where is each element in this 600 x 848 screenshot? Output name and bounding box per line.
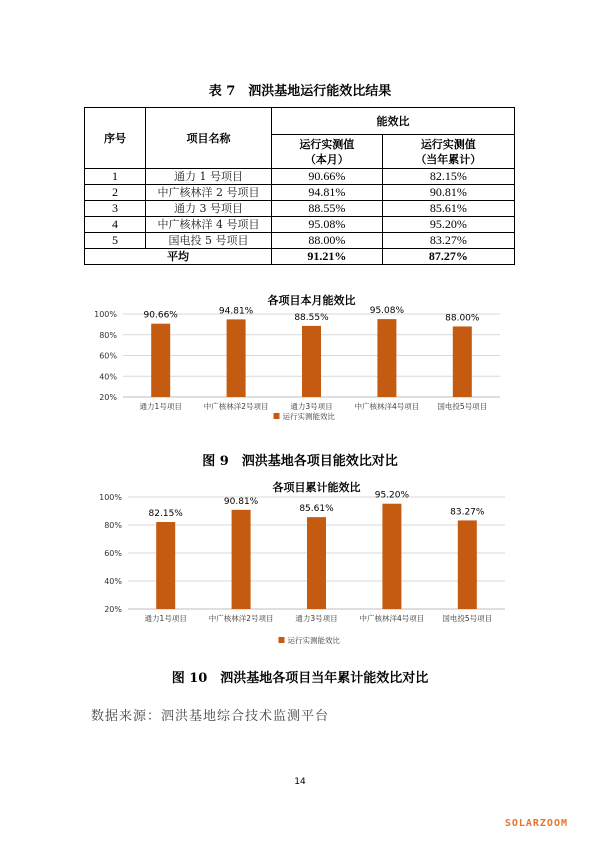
header-monthly bbox=[272, 135, 383, 169]
table-row bbox=[85, 169, 515, 185]
cell-annual: 82.15% bbox=[382, 169, 514, 185]
cell-monthly: 88.55% bbox=[272, 201, 383, 217]
bar bbox=[302, 326, 321, 397]
bar bbox=[453, 326, 472, 397]
header-project-name: 项目名称 bbox=[146, 108, 272, 169]
cell-project-name: 国电投 5 号项目 bbox=[146, 233, 272, 249]
bar bbox=[232, 510, 251, 609]
legend-swatch bbox=[279, 637, 285, 643]
cell-monthly: 90.66% bbox=[272, 169, 383, 185]
cell-annual: 95.20% bbox=[382, 217, 514, 233]
data-source-note: 数据来源：泗洪基地综合技术监测平台 bbox=[91, 709, 330, 724]
y-tick-label: 40% bbox=[99, 372, 117, 382]
cell-index: 4 bbox=[85, 217, 146, 233]
figure-9-caption: 图 9 泗洪基地各项目能效比对比 bbox=[202, 454, 398, 469]
header-efficiency-group: 能效比 bbox=[272, 108, 515, 135]
cell-index: 5 bbox=[85, 233, 146, 249]
figure-10-caption: 图 10 泗洪基地各项目当年累计能效比对比 bbox=[171, 671, 429, 686]
cell-project-name: 中广核林洋 2 号项目 bbox=[146, 185, 272, 201]
legend-label: 运行实测能效比 bbox=[287, 636, 340, 645]
table-row bbox=[85, 233, 515, 249]
cell-annual: 90.81% bbox=[382, 185, 514, 201]
x-tick-label: 通力3号项目 bbox=[290, 402, 333, 411]
cell-monthly: 95.08% bbox=[272, 217, 383, 233]
x-tick-label: 中广核林洋2号项目 bbox=[208, 614, 274, 623]
header-annual bbox=[382, 135, 514, 169]
data-label: 95.20% bbox=[374, 490, 410, 501]
y-tick-label: 60% bbox=[99, 351, 117, 361]
solarzoom-watermark: SOLARZOOM bbox=[504, 818, 568, 829]
cell-average-label: 平均 bbox=[85, 249, 272, 265]
x-tick-label: 通力3号项目 bbox=[295, 614, 338, 623]
header-annual-line1: 运行实测值 bbox=[420, 137, 476, 151]
data-label: 88.55% bbox=[294, 312, 329, 323]
x-tick-label: 中广核林洋4号项目 bbox=[359, 614, 425, 623]
cell-monthly: 88.00% bbox=[272, 233, 383, 249]
data-label: 95.08% bbox=[369, 306, 405, 317]
cell-annual: 85.61% bbox=[382, 201, 514, 217]
bar bbox=[377, 319, 396, 397]
y-tick-label: 40% bbox=[104, 577, 122, 586]
header-monthly-line2: （本月） bbox=[304, 152, 349, 166]
cell-project-name: 通力 3 号项目 bbox=[146, 201, 272, 217]
table-average-row bbox=[85, 249, 515, 265]
data-label: 94.81% bbox=[218, 306, 254, 317]
table-caption: 表 7 泗洪基地运行能效比结果 bbox=[208, 84, 392, 99]
cell-index: 1 bbox=[85, 169, 146, 185]
x-tick-label: 中广核林洋2号项目 bbox=[203, 402, 269, 411]
cell-average-annual: 87.27% bbox=[382, 249, 514, 265]
y-tick-label: 20% bbox=[99, 393, 117, 402]
bar bbox=[458, 520, 477, 609]
bar bbox=[227, 319, 246, 397]
legend-swatch bbox=[274, 413, 280, 419]
x-tick-label: 通力1号项目 bbox=[144, 614, 187, 623]
table-row bbox=[85, 185, 515, 201]
legend-label: 运行实测能效比 bbox=[282, 412, 335, 421]
bar bbox=[156, 522, 175, 609]
y-tick-label: 100% bbox=[94, 310, 117, 319]
y-tick-label: 80% bbox=[104, 521, 122, 530]
chart-title: 各项目累计能效比 bbox=[272, 481, 361, 494]
efficiency-table bbox=[84, 107, 515, 265]
cell-index: 3 bbox=[85, 201, 146, 217]
header-annual-line2: （当年累计） bbox=[415, 152, 482, 166]
data-label: 83.27% bbox=[450, 507, 485, 518]
data-label: 88.00% bbox=[445, 313, 480, 324]
cell-project-name: 中广核林洋 4 号项目 bbox=[146, 217, 272, 233]
data-label: 85.61% bbox=[299, 504, 334, 515]
bar bbox=[382, 504, 401, 609]
data-label: 82.15% bbox=[148, 508, 183, 519]
y-tick-label: 100% bbox=[99, 493, 122, 502]
y-tick-label: 60% bbox=[104, 549, 122, 558]
x-tick-label: 通力1号项目 bbox=[139, 402, 182, 411]
data-label: 90.66% bbox=[143, 310, 178, 321]
cell-monthly: 94.81% bbox=[272, 185, 383, 201]
monthly-efficiency-chart bbox=[0, 292, 600, 427]
x-tick-label: 国电投5号项目 bbox=[437, 402, 488, 411]
bar bbox=[151, 324, 170, 397]
data-label: 90.81% bbox=[223, 496, 259, 507]
cell-annual: 83.27% bbox=[382, 233, 514, 249]
table-row bbox=[85, 217, 515, 233]
cell-index: 2 bbox=[85, 185, 146, 201]
chart-title: 各项目本月能效比 bbox=[267, 294, 356, 307]
cell-project-name: 通力 1 号项目 bbox=[146, 169, 272, 185]
header-index: 序号 bbox=[85, 108, 146, 169]
annual-efficiency-chart bbox=[0, 475, 600, 650]
x-tick-label: 中广核林洋4号项目 bbox=[354, 402, 420, 411]
cell-average-monthly: 91.21% bbox=[272, 249, 383, 265]
table-row bbox=[85, 201, 515, 217]
x-tick-label: 国电投5号项目 bbox=[442, 614, 493, 623]
header-monthly-line1: 运行实测值 bbox=[299, 137, 355, 151]
y-tick-label: 20% bbox=[104, 605, 122, 614]
bar bbox=[307, 517, 326, 609]
y-tick-label: 80% bbox=[99, 330, 117, 340]
page-number: 14 bbox=[294, 777, 306, 787]
